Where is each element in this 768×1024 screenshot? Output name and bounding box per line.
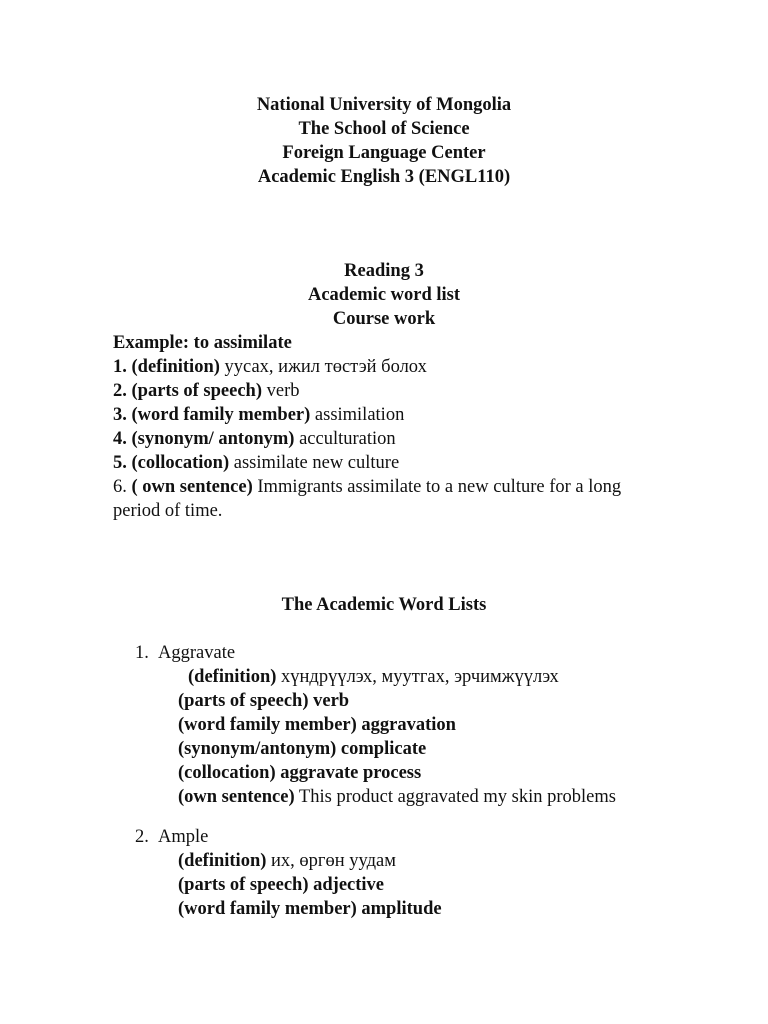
school-name: The School of Science [298, 119, 470, 139]
university-name: National University of Mongolia [256, 95, 512, 115]
example-item: 1. (definition) уусах, ижил төстэй болох [113, 357, 427, 377]
word-parts-of-speech: (parts of speech) adjective [178, 875, 385, 895]
reading-heading [0, 259, 768, 331]
example-block [113, 331, 653, 523]
word-family-member: (word family member) aggravation [178, 715, 456, 735]
word-synonym: (synonym/antonym) complicate [178, 739, 427, 759]
word-definition: (definition) хүндрүүлэх, муутгах, эрчимжүүлэх [188, 667, 559, 687]
course-name: Academic English 3 (ENGL110) [257, 167, 511, 187]
reading-subtitle: Academic word list [307, 285, 461, 305]
word-headword-line [135, 825, 735, 849]
reading-course-work: Course work [332, 309, 436, 329]
word-entry [135, 825, 735, 921]
word-headword: Ample [158, 827, 209, 847]
section-title: The Academic Word Lists [281, 595, 487, 615]
example-item: 6. ( own sentence) Immigrants assimilate to a new culture for a long period of time. [113, 477, 622, 521]
word-headword-line [135, 641, 735, 665]
example-item: 3. (word family member) assimilation [113, 405, 405, 425]
word-number: 1. [135, 643, 149, 663]
word-parts-of-speech: (parts of speech) verb [178, 691, 350, 711]
example-heading: Example: to assimilate [113, 333, 292, 353]
example-item: 5. (collocation) assimilate new culture [113, 453, 400, 473]
word-collocation: (collocation) aggravate process [178, 763, 422, 783]
word-family-member: (word family member) amplitude [178, 899, 442, 919]
example-item: 2. (parts of speech) verb [113, 381, 300, 401]
word-entry [135, 641, 735, 809]
example-item: 4. (synonym/ antonym) acculturation [113, 429, 396, 449]
reading-title: Reading 3 [344, 261, 424, 281]
word-own-sentence: (own sentence) This product aggravated my skin problems [178, 787, 616, 807]
center-name: Foreign Language Center [282, 143, 486, 163]
word-headword: Aggravate [158, 643, 236, 663]
document-header [0, 93, 768, 189]
word-definition: (definition) их, өргөн уудам [178, 851, 396, 871]
word-number: 2. [135, 827, 149, 847]
